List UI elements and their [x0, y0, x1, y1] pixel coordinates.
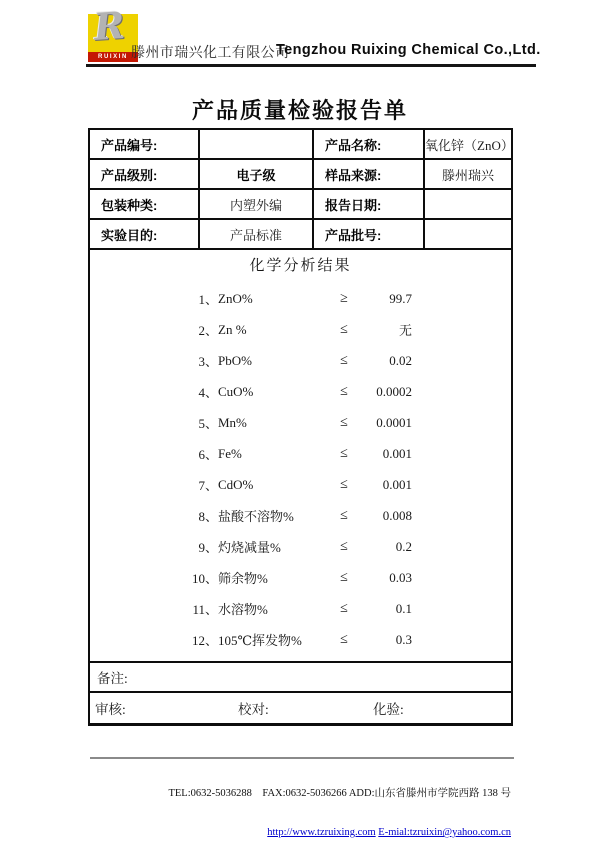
product-name-value: 氧化锌（ZnO）	[424, 129, 512, 159]
analysis-section	[89, 249, 512, 662]
item-number: 7、	[198, 478, 218, 493]
item-operator: ≤	[340, 445, 348, 461]
analysis-item	[90, 500, 511, 531]
footer-website-link[interactable]: http://www.tzruixing.com	[267, 827, 376, 838]
sample-source-label: 样品来源:	[313, 159, 424, 189]
item-value: 0.03	[389, 569, 412, 585]
item-number: 2、	[198, 323, 218, 338]
item-operator: ≤	[340, 569, 348, 585]
item-value: 0.3	[395, 631, 412, 647]
item-value: 0.0001	[376, 414, 412, 430]
product-name-label: 产品名称:	[313, 129, 424, 159]
item-number: 1、	[198, 292, 218, 307]
footer-divider	[90, 757, 514, 759]
logo-brand-label: RUIXIN	[88, 52, 138, 62]
item-operator: ≤	[340, 321, 348, 337]
batch-no-value	[424, 219, 512, 249]
item-operator: ≤	[340, 383, 348, 399]
item-number: 4、	[198, 385, 218, 400]
item-name: CuO%	[218, 383, 254, 399]
review-label: 审核:	[95, 702, 126, 717]
analysis-item	[90, 376, 511, 407]
item-value: 0.2	[395, 538, 412, 554]
item-name: 水溶物%	[218, 602, 268, 617]
item-operator: ≤	[340, 538, 348, 554]
product-code-label: 产品编号:	[89, 129, 199, 159]
table-row	[89, 189, 512, 219]
table-row	[89, 219, 512, 249]
report-date-value	[424, 189, 512, 219]
item-name: 盐酸不溶物%	[218, 509, 294, 524]
sample-source-value: 滕州瑞兴	[424, 159, 512, 189]
item-number: 9、	[198, 540, 218, 555]
page-title: 产品质量检验报告单	[191, 98, 408, 123]
item-name: Zn %	[218, 321, 247, 337]
item-name: 筛余物%	[218, 571, 268, 586]
item-number: 8、	[198, 509, 218, 524]
analysis-section-row	[89, 249, 512, 662]
signoff-row	[89, 692, 512, 725]
item-operator: ≤	[340, 476, 348, 492]
test-purpose-label: 实验目的:	[89, 219, 199, 249]
analysis-item	[90, 407, 511, 438]
package-type-label: 包装种类:	[89, 189, 199, 219]
report-table	[88, 128, 513, 726]
analysis-item	[90, 438, 511, 469]
item-value: 0.001	[382, 476, 412, 492]
remark-label: 备注:	[89, 662, 512, 692]
item-value: 0.0002	[376, 383, 412, 399]
batch-no-label: 产品批号:	[313, 219, 424, 249]
item-name: Mn%	[218, 414, 247, 430]
company-name-en: Tengzhou Ruixing Chemical Co.,Ltd.	[276, 42, 541, 58]
item-value: 99.7	[389, 290, 412, 306]
item-operator: ≤	[340, 631, 348, 647]
item-number: 12、	[191, 633, 218, 648]
proofread-label: 校对:	[238, 702, 269, 717]
item-number: 5、	[198, 416, 218, 431]
analysis-item	[90, 624, 511, 655]
remark-row	[89, 662, 512, 692]
item-value: 0.02	[389, 352, 412, 368]
item-name: 灼烧减量%	[218, 540, 281, 555]
header-divider	[86, 64, 536, 67]
item-name: ZnO%	[218, 290, 253, 306]
footer-links-line	[168, 826, 511, 839]
analysis-item	[90, 469, 511, 500]
item-operator: ≤	[340, 507, 348, 523]
product-code-value	[199, 129, 313, 159]
test-label: 化验:	[373, 702, 404, 717]
table-row	[89, 129, 512, 159]
item-name: PbO%	[218, 352, 252, 368]
item-number: 3、	[198, 354, 218, 369]
report-date-label: 报告日期:	[313, 189, 424, 219]
footer-email-link[interactable]: E-mial:tzruixin@yahoo.com.cn	[378, 827, 511, 838]
item-number: 10、	[191, 571, 218, 586]
analysis-section-title: 化学分析结果	[249, 258, 352, 274]
item-operator: ≤	[340, 414, 348, 430]
item-value: 0.1	[395, 600, 412, 616]
footer-contact-line: TEL:0632-5036288 FAX:0632-5036266 ADD:山东省滕州市学院西路 138 号	[168, 788, 511, 799]
product-grade-label: 产品级别:	[89, 159, 199, 189]
analysis-item	[90, 593, 511, 624]
item-number: 11、	[192, 602, 218, 617]
analysis-item	[90, 314, 511, 345]
analysis-item	[90, 283, 511, 314]
package-type-value: 内塑外编	[199, 189, 313, 219]
item-value: 0.008	[382, 507, 412, 523]
logo-r-icon: R	[92, 2, 127, 50]
item-name: 105℃挥发物%	[218, 633, 302, 648]
item-value: 0.001	[382, 445, 412, 461]
item-operator: ≤	[340, 600, 348, 616]
item-operator: ≤	[340, 352, 348, 368]
analysis-item	[90, 531, 511, 562]
item-operator: ≥	[340, 290, 348, 306]
footer	[168, 761, 511, 865]
analysis-item	[90, 562, 511, 593]
table-row	[89, 159, 512, 189]
product-grade-value: 电子级	[199, 159, 313, 189]
item-name: CdO%	[218, 476, 254, 492]
analysis-item	[90, 345, 511, 376]
item-name: Fe%	[218, 445, 242, 461]
company-name-cn: 滕州市瑞兴化工有限公司	[131, 46, 290, 61]
test-purpose-value: 产品标准	[199, 219, 313, 249]
item-value: 无	[398, 323, 412, 338]
item-number: 6、	[198, 447, 218, 462]
signoff-section	[89, 692, 512, 725]
